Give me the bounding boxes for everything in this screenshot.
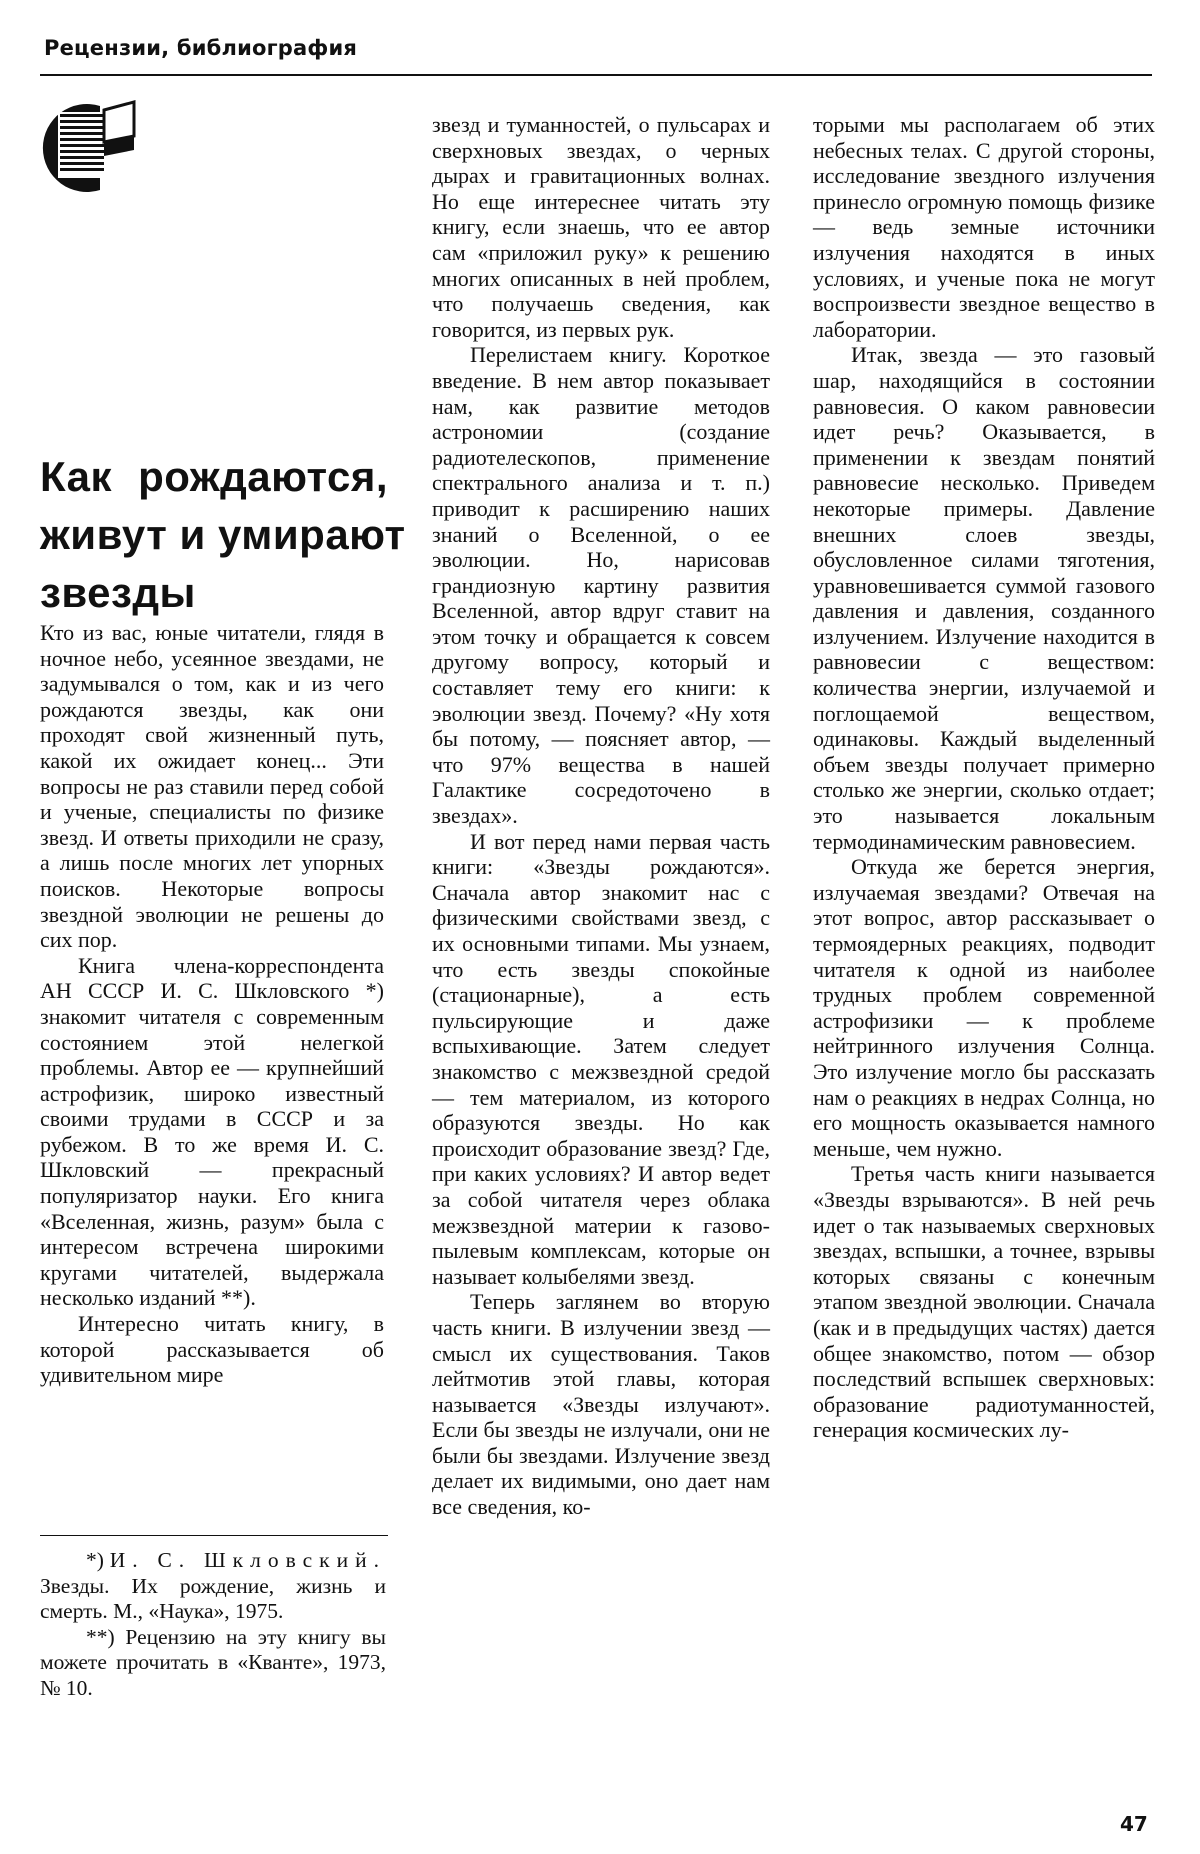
paragraph: Откуда же берется энергия, излучаемая звездами? Отвечая на этот вопрос, автор рассказывает о термоядерных реакциях, подводит читателя к одной из наиболее трудных проблем современной астрофизики — к проблеме нейтринного излучения Солнца. Это излучение могло бы рассказать нам о реакциях в недрах Солнца, но его мощность оказывается намного меньше, чем нужно. — [813, 854, 1155, 1161]
paragraph: Третья часть книги называется «Звезды взрываются». В ней речь идет о так называемых сверхновых звездах, вспышки, а точнее, взрывы которых связаны с конечным этапом звездной эволюции. Сначала (как и в предыдущих частях) дается общее знакомство, потом — обзор последствий вспышек сверхновых: образование радиотуманностей, генерация космических лу- — [813, 1161, 1155, 1443]
text-column-1 — [40, 620, 384, 1388]
headline-line-3: звезды — [40, 569, 196, 616]
paragraph: Теперь заглянем во вторую часть книги. В излучении звезд — смысл их существования. Таков лейтмотив этой главы, которая называется «Звезды излучают». Если бы звезды не излучали, они не были бы звездами. Излучение звезд делает их видимыми, оно дает нам все сведения, ко- — [432, 1289, 770, 1520]
footnote-2-text: Рецензию на эту книгу вы можете прочитать в «Кванте», 1973, № 10. — [40, 1624, 387, 1700]
footnotes — [40, 1548, 386, 1702]
footnote-1 — [40, 1548, 386, 1625]
footnote-2-mark: **) — [86, 1624, 115, 1649]
headline-line-2: живут и умирают — [40, 511, 406, 558]
top-rule — [40, 74, 1152, 76]
article-headline — [40, 448, 406, 622]
footnote-rule — [40, 1535, 388, 1536]
paragraph: Перелистаем книгу. Короткое введение. В нем автор показывает нам, как развитие методов астрономии (создание радиотелескопов, применение спектрального анализа и т. п.) приводит к расширению наших знаний о Вселенной, о ее эволюции. Но, нарисовав грандиозную картину развития Вселенной, автор вдруг ставит на этом точку и обращается к совсем другому вопросу, который и составляет тему его книги: к эволюции звезд. Почему? «Ну хотя бы потому, — поясняет автор, — что 97% вещества в нашей Галактике сосредоточено в звездах». — [432, 342, 770, 829]
section-title: Рецензии, библиография — [44, 36, 358, 60]
paragraph: Кто из вас, юные читатели, глядя в ночное небо, усеянное звездами, не задумывался о том, как и из чего рождаются звезды, как они проходят свой жизненный путь, какой их ожидает конец... Эти вопросы не раз ставили перед собой и ученые, специалисты по физике звезд. И ответы приходили не сразу, а лишь после многих лет упорных поисков. Некоторые вопросы звездной эволюции не решены до сих пор. — [40, 620, 384, 953]
section-logo-icon — [38, 98, 163, 198]
footnote-1-author: И. С. Шкловский. — [109, 1548, 386, 1572]
paragraph: торыми мы располагаем об этих небесных телах. С другой стороны, исследование звездного излучения принесло огромную помощь физике — ведь земные источники излучения находятся в иных условиях, и ученые пока не могут воспроизвести звездное вещество в лаборатории. — [813, 112, 1155, 342]
headline-line-1: Как рождаются, — [40, 453, 388, 500]
footnote-1-text: Звезды. Их рождение, жизнь и смерть. М., «Наука», 1975. — [40, 1573, 386, 1624]
paragraph: звезд и туманностей, о пульсарах и сверхновых звездах, о черных дырах и гравитационных волнах. Но еще интереснее читать эту книгу, если знаешь, что ее автор сам «приложил руку» к решению многих описанных в ней проблем, что получаешь сведения, как говорится, из первых рук. — [432, 112, 770, 342]
page-number: 47 — [1120, 1812, 1148, 1836]
text-column-3 — [813, 112, 1155, 1443]
paragraph: Интересно читать книгу, в которой рассказывается об удивительном мире — [40, 1311, 384, 1388]
footnote-2 — [40, 1625, 386, 1702]
paragraph: И вот перед нами первая часть книги: «Звезды рождаются». Сначала автор знакомит нас с физическими свойствами звезд, с их основными типами. Мы узнаем, что есть звезды спокойные (стационарные), а есть пульсирующие и даже вспыхивающие. Затем следует знакомство с межзвездной средой — тем материалом, из которого образуются звезды. Но как происходит образование звезд? Где, при каких условиях? И автор ведет за собой читателя через облака межзвездной материи к газово-пылевым комплексам, которые он называет колыбелями звезд. — [432, 828, 770, 1289]
paragraph: Итак, звезда — это газовый шар, находящийся в состоянии равновесия. О каком равновесии идет речь? Оказывается, в применении к звездам понятий равновесие несколько. Приведем некоторые примеры. Давление внешних слоев звезды, обусловленное силами тяготения, уравновешивается суммой газового давления и давления, созданного излучением. Излучение находится в равновесии с веществом: количества энергии, излучаемой и поглощаемой веществом, одинаковы. Каждый выделенный объем звезды получает примерно столько же энергии, сколько отдает; это называется локальным термодинамическим равновесием. — [813, 342, 1155, 854]
paragraph: Книга члена-корреспондента АН СССР И. С. Шкловского *) знакомит читателя с современным состоянием этой нелегкой проблемы. Автор ее — крупнейший астрофизик, широко известный своими трудами в СССР и за рубежом. В то же время И. С. Шкловский — прекрасный популяризатор науки. Его книга «Вселенная, жизнь, разум» была с интересом встречена широкими кругами читателей, выдержала несколько изданий **). — [40, 952, 384, 1311]
text-column-2 — [432, 112, 770, 1520]
footnote-1-mark: *) — [86, 1548, 104, 1572]
